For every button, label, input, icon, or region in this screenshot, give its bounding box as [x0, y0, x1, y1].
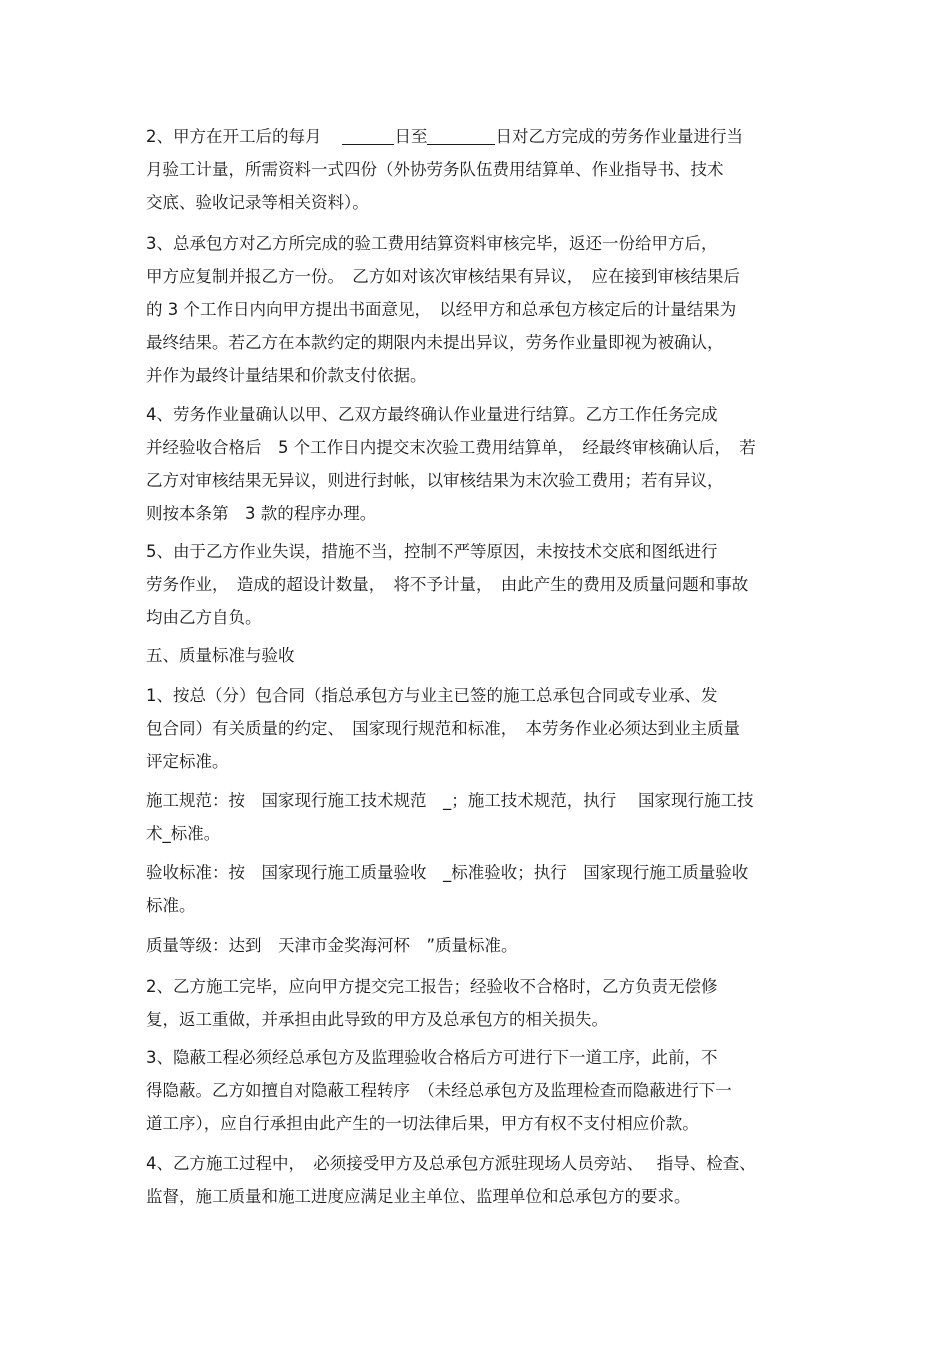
text-line: 并经验收合格后 5 个工作日内提交末次验工费用结算单， 经最终审核确认后， 若	[146, 438, 756, 457]
text-line: 验收标准：按 国家现行施工质量验收 _标准验收；执行 国家现行施工质量验收	[146, 863, 749, 882]
paragraph-4-5	[146, 535, 826, 634]
text-line: 监督，施工质量和施工进度应满足业主单位、监理单位和总承包方的要求。	[146, 1187, 691, 1206]
paragraph-5-1	[146, 679, 826, 778]
text-line: 得隐蔽。乙方如擅自对隐蔽工程转序 （未经总承包方及监理检查而隐蔽进行下一	[146, 1081, 732, 1100]
text-line: 2、甲方在开工后的每月 日至 日对乙方完成的劳务作业量进行当	[146, 127, 743, 146]
text-line: 术_标准。	[146, 824, 221, 843]
text-line: 并作为最终计量结果和价款支付依据。	[146, 366, 427, 385]
text-line: 施工规范：按 国家现行施工技术规范 _；施工技术规范，执行 国家现行施工技	[146, 791, 754, 810]
text-line: 月验工计量，所需资料一式四份（外协劳务队伍费用结算单、作业指导书、技术	[146, 160, 724, 179]
text-line: 均由乙方自负。	[146, 608, 262, 627]
text-line: 最终结果。若乙方在本款约定的期限内未提出异议，劳务作业量即视为被确认，	[146, 333, 724, 352]
text-line: 评定标准。	[146, 752, 229, 771]
text-line: 包合同）有关质量的约定、 国家现行规范和标准， 本劳务作业必须达到业主质量	[146, 719, 740, 738]
text-line: 的 3 个工作日内向甲方提出书面意见， 以经甲方和总承包方核定后的计量结果为	[146, 300, 737, 319]
text-line: 质量等级：达到 天津市金奖海河杯 ”质量标准。	[146, 936, 518, 955]
text-line: 则按本条第 3 款的程序办理。	[146, 504, 377, 523]
text-line: 3、总承包方对乙方所完成的验工费用结算资料审核完毕，返还一份给甲方后，	[146, 234, 718, 253]
paragraph-4-2	[146, 120, 826, 219]
paragraph-construction-spec	[146, 784, 826, 850]
paragraph-4-3	[146, 227, 826, 392]
text-line: 2、乙方施工完毕，应向甲方提交完工报告；经验收不合格时，乙方负责无偿修	[146, 977, 718, 996]
paragraph-5-2	[146, 970, 826, 1036]
text-line: 1、按总（分）包合同（指总承包方与业主已签的施工总承包合同或专业承、发	[146, 686, 718, 705]
paragraph-acceptance-standard	[146, 856, 826, 922]
text-line: 3、隐蔽工程必须经总承包方及监理验收合格后方可进行下一道工序，此前，不	[146, 1048, 718, 1067]
text-line: 复，返工重做，并承担由此导致的甲方及总承包方的相关损失。	[146, 1010, 608, 1029]
paragraph-5-4	[146, 1147, 826, 1213]
section-heading: 五、质量标准与验收	[146, 646, 295, 665]
text-line: 劳务作业， 造成的超设计数量， 将不予计量， 由此产生的费用及质量问题和事故	[146, 575, 749, 594]
text-line: 4、乙方施工过程中， 必须接受甲方及总承包方派驻现场人员旁站、 指导、检查、	[146, 1154, 756, 1173]
text-line: 4、劳务作业量确认以甲、乙双方最终确认作业量进行结算。乙方工作任务完成	[146, 405, 718, 424]
text-line: 道工序），应自行承担由此产生的一切法律后果，甲方有权不支付相应价款。	[146, 1114, 699, 1133]
paragraph-quality-grade	[146, 929, 826, 962]
text-line: 乙方对审核结果无异议，则进行封帐，以审核结果为末次验工费用；若有异议，	[146, 471, 724, 490]
paragraph-5-3	[146, 1041, 826, 1140]
text-line: 甲方应复制并报乙方一份。 乙方如对该次审核结果有异议， 应在接到审核结果后	[146, 267, 740, 286]
text-line: 交底、验收记录等相关资料）。	[146, 193, 369, 212]
blank-day-start	[342, 126, 394, 145]
section-heading-5	[146, 639, 826, 672]
text-line: 5、由于乙方作业失误，措施不当，控制不严等原因，未按技术交底和图纸进行	[146, 542, 718, 561]
paragraph-4-4	[146, 398, 826, 530]
blank-day-end	[427, 126, 495, 145]
text-line: 标准。	[146, 896, 196, 915]
